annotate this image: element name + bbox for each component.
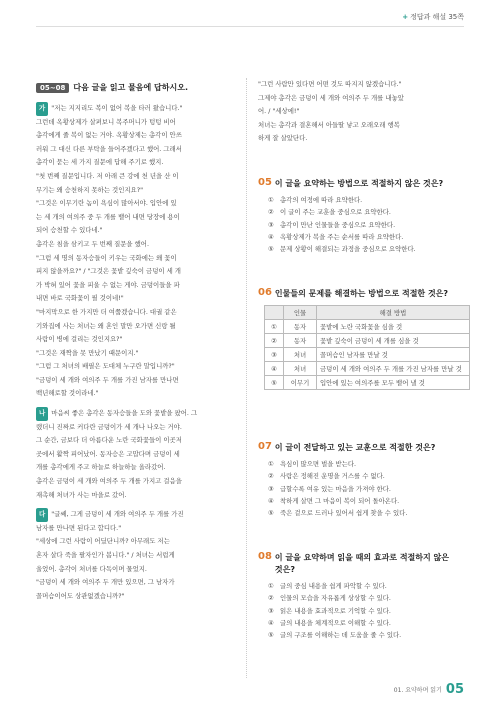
row-person: 이무기 <box>284 376 317 390</box>
passage-left-column <box>36 102 236 603</box>
passage-line: 꼴머슴이어도 상관없겠습니까?" <box>36 591 125 600</box>
table-row[interactable] <box>265 362 470 376</box>
option-4[interactable] <box>268 231 472 243</box>
row-solution: 금덩이 세 개와 여의주 두 개를 가진 남자를 만날 것 <box>317 362 470 376</box>
passage-line: 는 세 개의 여의주 중 두 개를 뱉어 내면 당장에 용이 <box>36 212 180 221</box>
passage-line-text: "저는 지지리도 복이 없어 복을 타러 왔습니다." <box>51 104 183 112</box>
option-text: 옥황상제가 복을 주는 순서를 따라 요약한다. <box>280 232 404 241</box>
option-marker: ④ <box>268 618 274 627</box>
passage-line <box>36 508 236 522</box>
passage-line: 총각이 묻는 세 가지 질문에 답해 주기로 했지. <box>36 158 164 167</box>
question-text: 인물들의 문제를 해결하는 방법으로 적절한 것은? <box>274 289 449 298</box>
option-marker: ⑤ <box>268 509 274 518</box>
option-text: 읽은 내용을 효과적으로 기억할 수 있다. <box>280 606 391 615</box>
question-range-badge: 05~08 <box>36 83 69 93</box>
option-1[interactable] <box>268 194 472 206</box>
option-text: 급할수록 여유 있는 마음을 가져야 한다. <box>280 484 391 493</box>
passage-line: "첫 번째 질문입니다. 저 아래 큰 강에 천 년을 산 이 <box>36 171 179 180</box>
passage-line: 어. / "세상에!" <box>258 107 300 116</box>
question-number: 05 <box>258 177 272 188</box>
part-badge: 다 <box>36 508 48 522</box>
passage-line: 총각은 침을 삼키고 두 번째 질문을 했어. <box>36 239 149 248</box>
passage-line: "금덩이 세 개와 여의주 두 개만 있으면, 그 남자가 <box>36 578 175 587</box>
question-number: 07 <box>258 441 272 452</box>
passage-line: 사람이 병에 걸리는 것인지요?" <box>36 335 123 344</box>
passage-line: 혼자 살다 죽을 팔자인가 봅니다." / 처녀는 서럽게 <box>36 551 175 559</box>
option-marker: ① <box>268 460 274 468</box>
passage-line: "마지막으로 한 가지만 더 여쭙겠습니다. 대궐 같은 <box>36 307 177 316</box>
option-5[interactable] <box>268 507 472 519</box>
answer-table <box>264 305 470 390</box>
row-solution: 꽃밭에 노란 국화꽃을 심을 것 <box>317 320 470 334</box>
footer-chapter: 01. 요약하며 읽기 <box>393 687 442 694</box>
passage-line: 하게 잘 살았단다. <box>258 134 308 143</box>
option-2[interactable] <box>268 470 472 482</box>
passage-line: 피지 않을까요?" / "그것은 꽃밭 깊숙이 금덩이 세 개 <box>36 267 181 276</box>
option-3[interactable] <box>268 219 472 231</box>
options-list <box>258 580 472 641</box>
question-text <box>275 552 449 576</box>
option-4[interactable] <box>268 617 472 629</box>
option-marker: ② <box>268 208 274 217</box>
table-header-person: 인물 <box>284 306 317 320</box>
option-2[interactable] <box>268 206 472 218</box>
question-06 <box>258 288 472 390</box>
option-marker: ⑤ <box>268 631 274 640</box>
section-instruction: 다음 글을 읽고 물음에 답하시오. <box>73 83 189 92</box>
passage-line: "그것은 재짝을 못 만났기 때문이지." <box>36 348 139 357</box>
passage-line <box>36 407 236 421</box>
option-marker: ② <box>268 472 274 481</box>
option-text: 글의 중심 내용을 쉽게 파악할 수 있다. <box>280 582 387 590</box>
option-2[interactable] <box>268 592 472 604</box>
row-solution: 입안에 있는 여의주를 모두 뱉어 낼 것 <box>317 376 470 390</box>
passage-line: 기와집에 사는 처녀는 왜 혼인 말만 오가면 신랑 될 <box>36 321 176 330</box>
header-label: 정답과 해설 35쪽 <box>410 13 464 21</box>
passage-line: 개를 총각에게 주고 하늘로 하늘하늘 올라갔어. <box>36 463 166 472</box>
option-marker: ① <box>268 582 274 590</box>
page-footer <box>394 682 464 697</box>
row-solution: 꽃밭 깊숙이 금덩이 세 개를 심을 것 <box>317 334 470 348</box>
passage-line: 랬더니 진짜로 커다란 금덩이가 세 개나 나오는 거야. <box>36 422 182 431</box>
passage-line: 무기는 왜 승천하지 못하는 것인지요?" <box>36 185 144 194</box>
passage-line: "그럼 세 명의 동자승들이 키우는 국화에는 왜 꽃이 <box>36 253 177 262</box>
column-divider <box>246 78 247 678</box>
options-list <box>258 458 472 519</box>
passage-line: 처녀는 총각과 결혼해서 아들딸 낳고 오래오래 행복 <box>258 120 400 129</box>
option-text: 사람은 정해진 운명을 거스를 수 없다. <box>280 472 385 481</box>
question-05 <box>258 178 472 255</box>
option-text: 인물의 모습을 자유롭게 상상할 수 있다. <box>280 594 391 603</box>
passage-line: 가 박혀 있어 꽃을 피울 수 없는 게야. 금덩이들을 파 <box>36 280 180 289</box>
passage-line: "그것은 이무기란 놈이 욕심이 많아서야. 입안에 있 <box>36 199 177 208</box>
passage-line: 재촉해 처녀가 사는 마을로 갔어. <box>36 490 127 499</box>
option-marker: ④ <box>268 496 274 505</box>
part-badge: 가 <box>36 102 48 116</box>
passage-line: 남자를 만나면 된다고 합디다." <box>36 523 122 532</box>
row-solution: 꼴머슴인 남자를 만날 것 <box>317 348 470 362</box>
table-row[interactable] <box>265 320 470 334</box>
option-5[interactable] <box>268 629 472 641</box>
question-number: 08 <box>258 551 272 562</box>
question-text: 이 글이 전달하고 있는 교훈으로 적절한 것은? <box>274 443 436 452</box>
question-07 <box>258 442 472 519</box>
option-marker: ② <box>268 594 274 603</box>
plus-icon: + <box>402 13 409 21</box>
option-marker: ③ <box>268 220 274 229</box>
passage-line: 러워 그 대신 다른 부탁을 들어주겠다고 했어. 그래서 <box>36 144 182 153</box>
passage-part-2 <box>36 407 236 502</box>
passage-line <box>36 102 236 116</box>
table-header-no <box>265 306 284 320</box>
passage-line: 총각에게 줄 복이 없는 거야. 옥황상제는 총각이 안쓰 <box>36 131 182 140</box>
passage-line-text: 마음씨 좋은 총각은 동자승들을 도와 꽃밭을 팠어. 그 <box>51 409 198 418</box>
passage-part-1 <box>36 102 236 401</box>
row-number: ④ <box>265 362 284 376</box>
passage-line: "그럼 그 처녀의 배필은 도대체 누구란 말입니까?" <box>36 362 175 371</box>
option-text: 총각의 여정에 따라 요약한다. <box>280 196 363 204</box>
option-text: 욕심이 많으면 벌을 받는다. <box>280 460 357 468</box>
row-number: ② <box>265 334 284 348</box>
passage-line: "금덩이 세 개와 여의주 두 개를 가진 남자를 만나면 <box>36 375 179 384</box>
option-4[interactable] <box>268 495 472 507</box>
table-row[interactable] <box>265 334 470 348</box>
passage-line: 울었어. 총각이 처녀를 다독이며 물었지. <box>36 564 147 573</box>
passage-line: 그제야 총각은 금덩이 세 개와 여의주 두 개를 내놓았 <box>258 93 404 102</box>
passage-line: "그런 사람만 있다면 어떤 것도 따지지 않겠습니다." <box>258 80 402 88</box>
passage-right-column <box>258 78 472 146</box>
passage-line: "세상에 그런 사람이 어딨단니까? 아무래도 저는 <box>36 537 170 546</box>
option-3[interactable] <box>268 483 472 495</box>
option-3[interactable] <box>268 605 472 617</box>
question-text-line-2: 것은? <box>274 565 296 574</box>
option-text: 글의 내용을 체계적으로 이해할 수 있다. <box>280 618 391 627</box>
table-header-solution: 해결 방법 <box>317 306 470 320</box>
row-person: 처녀 <box>284 348 317 362</box>
row-person: 동자 <box>284 320 317 334</box>
header-rule <box>36 26 464 27</box>
passage-line: 그 순간, 금보다 더 아름다운 노란 국화꽃들이 이곳저 <box>36 436 182 445</box>
question-text-line-1: 이 글을 요약하며 읽을 때의 효과로 적절하지 않은 <box>274 553 449 562</box>
page-number: 05 <box>445 682 464 697</box>
option-marker: ⑤ <box>268 245 274 254</box>
option-marker: ① <box>268 196 274 204</box>
passage-line: 그런데 옥황상제가 살펴보니 복주머니가 텅텅 비어 <box>36 117 176 126</box>
passage-part-3-continued <box>258 78 472 146</box>
passage-line-text: "글쎄, 그게 금덩이 세 개와 여의주 두 개를 가진 <box>51 510 184 519</box>
table-row[interactable] <box>265 376 470 390</box>
row-number: ③ <box>265 348 284 362</box>
passage-line: 되어 승천할 수 있다네." <box>36 226 103 235</box>
option-text: 문제 상황이 해결되는 과정을 중심으로 요약한다. <box>280 245 416 254</box>
option-text: 죽은 겉으로 드러나 있어서 쉽게 찾을 수 있다. <box>280 509 408 518</box>
options-list <box>258 194 472 255</box>
passage-line: 백년해로할 것이라네." <box>36 389 99 398</box>
option-marker: ④ <box>268 232 274 241</box>
option-text: 착하게 살면 그 마음이 복이 되어 돌아온다. <box>280 496 400 505</box>
option-marker: ③ <box>268 606 274 615</box>
table-row[interactable] <box>265 348 470 362</box>
option-5[interactable] <box>268 243 472 255</box>
question-number: 06 <box>258 287 272 298</box>
passage-line: 내면 바로 국화꽃이 필 것이네!" <box>36 294 124 303</box>
passage-part-3 <box>36 508 236 603</box>
part-badge: 나 <box>36 407 48 421</box>
passage-line: 총각은 금덩이 세 개와 여의주 두 개를 가지고 걸음을 <box>36 477 182 486</box>
option-1[interactable] <box>268 580 472 592</box>
option-1[interactable] <box>268 458 472 470</box>
section-title <box>36 82 188 93</box>
row-number: ① <box>265 320 284 334</box>
passage-line: 곳에서 활짝 피어났어. 동자승은 고맙다며 금덩이 세 <box>36 449 180 458</box>
page-header <box>402 12 464 22</box>
question-text: 이 글을 요약하는 방법으로 적절하지 않은 것은? <box>274 179 444 188</box>
row-number: ⑤ <box>265 376 284 390</box>
row-person: 처녀 <box>284 362 317 376</box>
row-person: 동자 <box>284 334 317 348</box>
option-text: 이 글이 주는 교훈을 중심으로 요약한다. <box>280 208 391 217</box>
option-text: 총각이 만난 인물들을 중심으로 요약한다. <box>280 220 396 229</box>
question-08 <box>258 552 472 641</box>
option-text: 글의 구조를 이해하는 데 도움을 줄 수 있다. <box>280 631 402 640</box>
option-marker: ③ <box>268 484 274 493</box>
